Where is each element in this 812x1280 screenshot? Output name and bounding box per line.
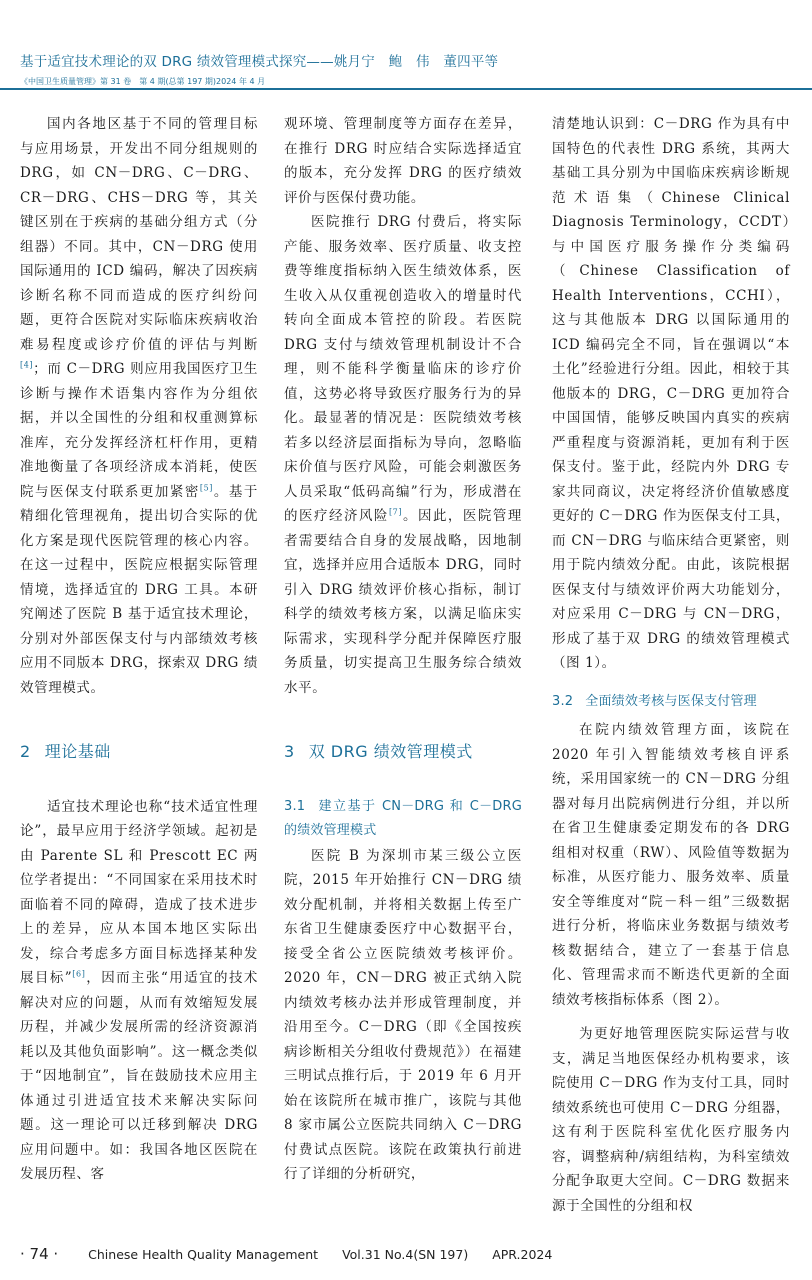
citation-ref[interactable]: [4] xyxy=(20,360,34,370)
paragraph-drg-payment: 医院推行 DRG 付费后，将实际产能、服务效率、医疗质量、收支控费等维度指标纳入医生绩效体系，医生收入从仅重视创造收入的增量时代转向全面成本管控的阶段。若医院 DRG 支付与绩效管理机制设计不合理，则不能科学衡量临床的诊疗价值，这势必将导致医疗服务行为的异化。最显著的情况是：医院绩效考核若多以经济层面指标为导向，忽略临床价值与医疗风险，可能会刺激医务人员采取“低码高编”行为，形成潜在的医疗经济风险[7]。因此，医院管理者需要结合自身的发展战略，因地制宜，选择并应用合适版本 DRG，同时引入 DRG 绩效评价核心指标，制订科学的绩效考核方案，以满足临床实际需求，实现科学分配并保障医疗服务质量，切实提高卫生服务综合绩效水平。 xyxy=(284,214,522,696)
paragraph-theory: 适宜技术理论也称“技术适宜性理论”，最早应用于经济学领域。起初是由 Parente SL 和 Prescott EC 两位学者提出：“不同国家在采用技术时面临着不同的障碍，造成了技术进步上的差异，应从本国本地区实际出发，综合考虑多方面目标选择某种发展目标”[6]，因而主张“用适宜的技术解决对应的问题，从而有效缩短发展历程，并减少发展所需的经济资源消耗以及其他负面影响”。这一概念类似于“因地制宜”，旨在鼓励技术应用主体通过引进适宜技术来解决实际问题。这一理论可以迁移到解决 DRG 应用问题中。如：我国各地区医院在发展历程、客 xyxy=(20,798,258,1182)
section-heading-3: 3 双 DRG 绩效管理模式 xyxy=(284,742,473,761)
volume-info: Vol.31 No.4(SN 197) xyxy=(342,1247,469,1262)
subsection-heading-3-2: 3.2 全面绩效考核与医保支付管理 xyxy=(552,693,757,709)
header-divider xyxy=(0,88,812,90)
journal-name: Chinese Health Quality Management xyxy=(88,1247,319,1262)
paragraph-performance: 在院内绩效管理方面，该院在 2020 年引入智能绩效考核自评系统，采用国家统一的 CN－DRG 分组器对每月出院病例进行分组，并以所在省卫生健康委定期发布的各 DRG 组相对权重（RW）、风险值等数据为标准，从医疗能力、服务效率、质量安全等维度对“院－科－组”三级数据进行分析，将临床业务数据与绩效考核数据结合，建立了一套基于信息化、管理需求而不断迭代更新的全面绩效考核指标体系（图 2）。 xyxy=(552,722,790,1008)
text-column-2 xyxy=(284,112,522,1187)
paragraph-payment: 为更好地管理医院实际运营与收支，满足当地医保经办机构要求，该院使用 C－DRG 作为支付工具，同时绩效系统也可使用 C－DRG 分组器，这有利于医院科室优化医疗服务内容，调整病种/病组结构，为科室绩效分配争取更大空间。C－DRG 数据来源于全国性的分组和权 xyxy=(552,1026,790,1214)
paragraph-hospital-b: 医院 B 为深圳市某三级公立医院，2015 年开始推行 CN－DRG 绩效分配机制，并将相关数据上传至广东省卫生健康委医疗中心数据平台，接受全省公立医院绩效考核评价。2020 年，CN－DRG 被正式纳入院内绩效考核办法并形成管理制度，并沿用至今。C－DRG（即《全国按疾病诊断相关分组收付费规范》）在福建三明试点推行后，于 2019 年 6 月开始在该院所在城市推广，该院与其他 8 家市属公立医院共同纳入 C－DRG 付费试点医院。该院在政策执行前进行了详细的分析研究， xyxy=(284,847,522,1182)
citation-ref[interactable]: [5] xyxy=(199,483,214,492)
text-column-3 xyxy=(552,112,790,1218)
text-column-1 xyxy=(20,112,258,1187)
journal-issue-info: 《中国卫生质量管理》第 31 卷 第 4 期(总第 197 期)2024 年 4 月 xyxy=(20,77,266,86)
paragraph-c-drg: 清楚地认识到：C－DRG 作为具有中国特色的代表性 DRG 系统，其两大基础工具分别为中国临床疾病诊断规范术语集（Chinese Clinical Diagnosis Terminology，CCDT）与中国医疗服务操作分类编码（Chinese Classification of Health Interventions，CCHI），这与其他版本 DRG 以国际通用的 ICD 编码完全不同，旨在强调以“本土化”经验进行分组。因此，相较于其他版本的 DRG，C－DRG 更加符合中国国情，能够反映国内真实的疾病严重程度与资源消耗，更加有利于医保支付。鉴于此，经院内外 DRG 专家共同商议，决定将经济价值敏感度更好的 C－DRG 作为医保支付工具，而 CN－DRG 与临床结合更紧密，则用于院内绩效分配。由此，该院根据医保支付与绩效评价两大功能划分，对应采用 C－DRG 与 CN－DRG，形成了基于双 DRG 的绩效管理模式（图 1）。 xyxy=(552,116,790,671)
running-title: 基于适宜技术理论的双 DRG 绩效管理模式探究——姚月宁 鲍 伟 董四平等 xyxy=(20,54,499,70)
subsection-heading-3-1: 3.1 建立基于 CN－DRG 和 C－DRG 的绩效管理模式 xyxy=(284,798,522,838)
citation-ref[interactable]: [6] xyxy=(72,969,86,979)
section-heading-2: 2 理论基础 xyxy=(20,742,111,761)
page-number: · 74 · xyxy=(20,1245,59,1263)
citation-ref[interactable]: [7] xyxy=(388,507,403,517)
paragraph-continued: 观环境、管理制度等方面存在差异，在推行 DRG 时应结合实际选择适宜的版本，充分发挥 DRG 的医疗绩效评价与医保付费功能。 xyxy=(284,116,522,206)
paragraph-intro-drg: 国内各地区基于不同的管理目标与应用场景，开发出不同分组规则的 DRG，如 CN－DRG、C－DRG、CR－DRG、CHS－DRG 等，其关键区别在于疾病的基础分组方式（分组器）不同。其中，CN－DRG 使用国际通用的 ICD 编码，解决了因疾病诊断名称不同而造成的医疗纠纷问题，更符合医院对实际临床疾病收治难易程度或诊疗价值的评估与判断[4]；而 C－DRG 则应用我国医疗卫生诊断与操作术语集内容作为分组依据，并以全国性的分组和权重测算标准库，充分发挥经济杠杆作用，更精准地衡量了各项经济成本消耗，使医院与医保支付联系更加紧密[5]。基于精细化管理视角，提出切合实际的优化方案是现代医院管理的核心内容。在这一过程中，医院应根据实际管理情境，选择适宜的 DRG 工具。本研究阐述了医院 B 基于适宜技术理论，分别对外部医保支付与内部绩效考核应用不同版本 DRG，探索双 DRG 绩效管理模式。 xyxy=(20,116,258,696)
page-footer xyxy=(20,1245,552,1263)
issue-date: APR.2024 xyxy=(492,1247,553,1262)
